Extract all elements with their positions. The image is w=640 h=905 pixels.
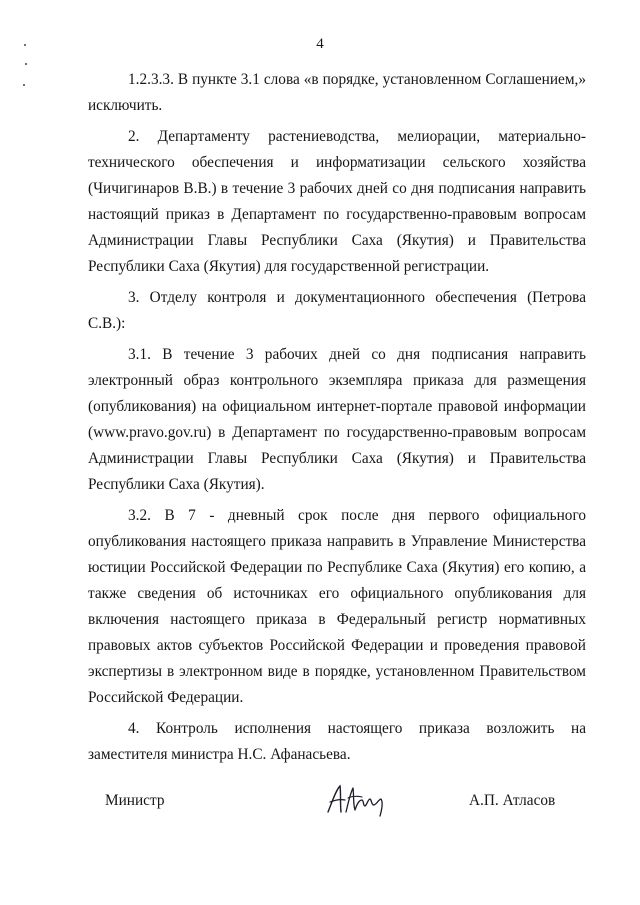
scan-speck [25,63,27,65]
signature-block [0,782,640,822]
paragraph-3-2: 3.2. В 7 - дневный срок после дня первого официального опубликования настоящего приказа направить в Управление Министерства юстиции Российской Федерации по Республике Саха (Якутия) его копию, а также сведения об источниках его официального опубликования для включения настоящего приказа в Федеральный регистр нормативных правовых актов субъектов Российской Федерации и проведения правовой экспертизы в электронном виде в порядке, установленном Правительством Российской Федерации. [88,507,586,706]
paragraph-3: 3. Отделу контроля и документационного обеспечения (Петрова С.В.): [88,289,586,332]
page-number: 4 [316,36,324,52]
signatory-title: Министр [105,792,165,809]
paragraph-2: 2. Департаменту растениеводства, мелиорации, материально-технического обеспечения и информатизации сельского хозяйства (Чичигинаров В.В.) в течение 3 рабочих дней со дня подписания направить настоящий приказ в Департамент по государственно-правовым вопросам Администрации Главы Республики Саха (Якутия) и Правительства Республики Саха (Якутия) для государственной регистрации. [88,128,586,275]
handwritten-signature-icon [322,782,394,818]
paragraph-4: 4. Контроль исполнения настоящего приказа возложить на заместителя министра Н.С. Афанасьева. [88,720,586,763]
document-body [88,67,586,768]
scan-speck [23,84,25,86]
paragraph-3-1: 3.1. В течение 3 рабочих дней со дня подписания направить электронный образ контрольного экземпляра приказа для размещения (опубликования) на официальном интернет-портале правовой информации (www.pravo.gov.ru) в Департамент по государственно-правовым вопросам Администрации Главы Республики Саха (Якутия) и Правительства Республики Саха (Якутия). [88,346,586,493]
signatory-name: А.П. Атласов [469,792,556,809]
paragraph-1-2-3-3: 1.2.3.3. В пункте 3.1 слова «в порядке, установленном Соглашением,» исключить. [88,71,586,114]
